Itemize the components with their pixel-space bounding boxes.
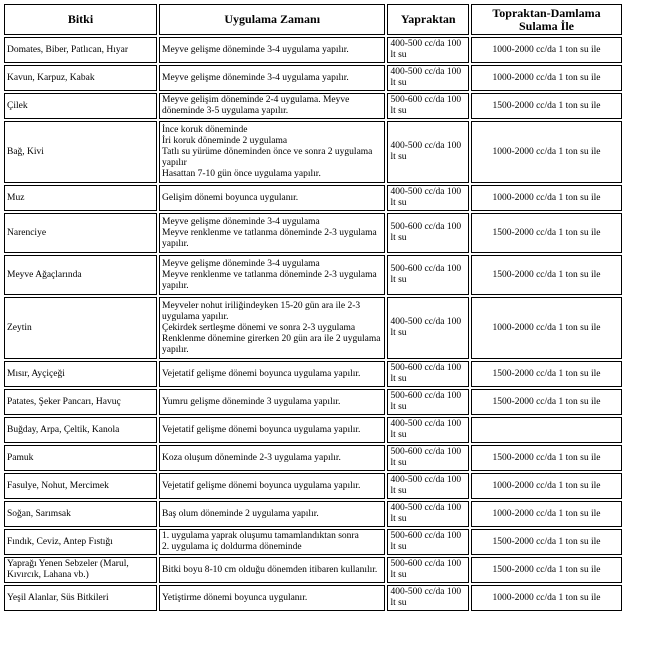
cell-application-time: Meyve gelişme döneminde 3-4 uygulama yapılır. bbox=[159, 37, 385, 63]
cell-application-time: Meyveler nohut iriliğindeyken 15-20 gün ara ile 2-3 uygulama yapılır. Çekirdek sertleşme dönemi ve sonra 2-3 uygulama Renklenme dönemine girerken 20 gün ara ile 2 uygulama yapılır. bbox=[159, 297, 385, 359]
cell-application-time: Bitki boyu 8-10 cm olduğu dönemden itibaren kullanılır. bbox=[159, 557, 385, 583]
cell-foliar: 400-500 cc/da 100 lt su bbox=[387, 297, 469, 359]
cell-foliar: 500-600 cc/da 100 lt su bbox=[387, 255, 469, 295]
cell-application-time: Yetiştirme dönemi boyunca uygulanır. bbox=[159, 585, 385, 611]
cell-application-time: 1. uygulama yaprak oluşumu tamamlandıktan sonra 2. uygulama iç doldurma döneminde bbox=[159, 529, 385, 555]
cell-soil-drip: 1000-2000 cc/da 1 ton su ile bbox=[471, 297, 622, 359]
cell-soil-drip: 1000-2000 cc/da 1 ton su ile bbox=[471, 65, 622, 91]
cell-plant: Zeytin bbox=[4, 297, 157, 359]
cell-plant: Yeşil Alanlar, Süs Bitkileri bbox=[4, 585, 157, 611]
cell-application-time: İnce koruk döneminde İri koruk döneminde 2 uygulama Tatlı su yürüme döneminden önce ve sonra 2 uygulama yapılır Hasattan 7-10 gün önce uygulama yapılır. bbox=[159, 121, 385, 183]
application-table bbox=[2, 2, 624, 613]
table-row bbox=[4, 389, 622, 415]
table-row bbox=[4, 501, 622, 527]
cell-soil-drip: 1000-2000 cc/da 1 ton su ile bbox=[471, 501, 622, 527]
cell-foliar: 400-500 cc/da 100 lt su bbox=[387, 37, 469, 63]
table-row bbox=[4, 185, 622, 211]
cell-soil-drip: 1500-2000 cc/da 1 ton su ile bbox=[471, 445, 622, 471]
cell-application-time: Meyve gelişme döneminde 3-4 uygulama yapılır. bbox=[159, 65, 385, 91]
cell-soil-drip: 1500-2000 cc/da 1 ton su ile bbox=[471, 361, 622, 387]
table-row bbox=[4, 417, 622, 443]
cell-plant: Çilek bbox=[4, 93, 157, 119]
cell-foliar: 400-500 cc/da 100 lt su bbox=[387, 417, 469, 443]
table-row bbox=[4, 93, 622, 119]
cell-soil-drip: 1000-2000 cc/da 1 ton su ile bbox=[471, 585, 622, 611]
cell-foliar: 400-500 cc/da 100 lt su bbox=[387, 585, 469, 611]
cell-soil-drip: 1000-2000 cc/da 1 ton su ile bbox=[471, 121, 622, 183]
table-row bbox=[4, 529, 622, 555]
cell-soil-drip: 1500-2000 cc/da 1 ton su ile bbox=[471, 213, 622, 253]
cell-application-time: Yumru gelişme döneminde 3 uygulama yapılır. bbox=[159, 389, 385, 415]
cell-application-time: Vejetatif gelişme dönemi boyunca uygulama yapılır. bbox=[159, 361, 385, 387]
header-application-time: Uygulama Zamanı bbox=[159, 4, 385, 35]
cell-foliar: 500-600 cc/da 100 lt su bbox=[387, 445, 469, 471]
cell-plant: Pamuk bbox=[4, 445, 157, 471]
table-row bbox=[4, 585, 622, 611]
cell-application-time: Baş olum döneminde 2 uygulama yapılır. bbox=[159, 501, 385, 527]
cell-application-time: Meyve gelişme döneminde 3-4 uygulama Meyve renklenme ve tatlanma döneminde 2-3 uygulama yapılır. bbox=[159, 213, 385, 253]
cell-application-time: Meyve gelişme döneminde 3-4 uygulama Meyve renklenme ve tatlanma döneminde 2-3 uygulama yapılır. bbox=[159, 255, 385, 295]
cell-plant: Meyve Ağaçlarında bbox=[4, 255, 157, 295]
cell-application-time: Meyve gelişim döneminde 2-4 uygulama. Meyve döneminde 3-5 uygulama yapılır. bbox=[159, 93, 385, 119]
cell-plant: Soğan, Sarımsak bbox=[4, 501, 157, 527]
cell-soil-drip: 1500-2000 cc/da 1 ton su ile bbox=[471, 529, 622, 555]
cell-soil-drip: 1500-2000 cc/da 1 ton su ile bbox=[471, 557, 622, 583]
cell-foliar: 400-500 cc/da 100 lt su bbox=[387, 121, 469, 183]
table-row bbox=[4, 557, 622, 583]
cell-application-time: Vejetatif gelişme dönemi boyunca uygulama yapılır. bbox=[159, 417, 385, 443]
cell-foliar: 400-500 cc/da 100 lt su bbox=[387, 65, 469, 91]
cell-plant: Narenciye bbox=[4, 213, 157, 253]
cell-foliar: 400-500 cc/da 100 lt su bbox=[387, 501, 469, 527]
table-body bbox=[4, 37, 622, 611]
cell-plant: Muz bbox=[4, 185, 157, 211]
table-row bbox=[4, 213, 622, 253]
cell-plant: Kavun, Karpuz, Kabak bbox=[4, 65, 157, 91]
header-soil-drip: Topraktan-Damlama Sulama İle bbox=[471, 4, 622, 35]
cell-soil-drip: 1000-2000 cc/da 1 ton su ile bbox=[471, 37, 622, 63]
cell-application-time: Gelişim dönemi boyunca uygulanır. bbox=[159, 185, 385, 211]
cell-soil-drip: 1500-2000 cc/da 1 ton su ile bbox=[471, 255, 622, 295]
table-row bbox=[4, 445, 622, 471]
table-row bbox=[4, 297, 622, 359]
table-row bbox=[4, 361, 622, 387]
cell-plant: Domates, Biber, Patlıcan, Hıyar bbox=[4, 37, 157, 63]
cell-soil-drip: 1500-2000 cc/da 1 ton su ile bbox=[471, 93, 622, 119]
cell-soil-drip: 1000-2000 cc/da 1 ton su ile bbox=[471, 473, 622, 499]
table-row bbox=[4, 37, 622, 63]
cell-foliar: 400-500 cc/da 100 lt su bbox=[387, 473, 469, 499]
cell-plant: Yaprağı Yenen Sebzeler (Marul, Kıvırcık, Lahana vb.) bbox=[4, 557, 157, 583]
cell-foliar: 500-600 cc/da 100 lt su bbox=[387, 93, 469, 119]
header-plant: Bitki bbox=[4, 4, 157, 35]
table-row bbox=[4, 255, 622, 295]
table-header-row bbox=[4, 4, 622, 35]
cell-soil-drip: 1500-2000 cc/da 1 ton su ile bbox=[471, 389, 622, 415]
table-row bbox=[4, 65, 622, 91]
cell-plant: Patates, Şeker Pancarı, Havuç bbox=[4, 389, 157, 415]
cell-plant: Fasulye, Nohut, Mercimek bbox=[4, 473, 157, 499]
cell-application-time: Vejetatif gelişme dönemi boyunca uygulama yapılır. bbox=[159, 473, 385, 499]
cell-foliar: 500-600 cc/da 100 lt su bbox=[387, 361, 469, 387]
cell-soil-drip bbox=[471, 417, 622, 443]
cell-plant: Mısır, Ayçiçeği bbox=[4, 361, 157, 387]
cell-plant: Fındık, Ceviz, Antep Fıstığı bbox=[4, 529, 157, 555]
header-foliar: Yapraktan bbox=[387, 4, 469, 35]
document-page bbox=[2, 2, 624, 613]
cell-application-time: Koza oluşum döneminde 2-3 uygulama yapılır. bbox=[159, 445, 385, 471]
cell-foliar: 500-600 cc/da 100 lt su bbox=[387, 557, 469, 583]
cell-foliar: 500-600 cc/da 100 lt su bbox=[387, 213, 469, 253]
cell-foliar: 500-600 cc/da 100 lt su bbox=[387, 389, 469, 415]
table-row bbox=[4, 121, 622, 183]
cell-foliar: 400-500 cc/da 100 lt su bbox=[387, 185, 469, 211]
cell-plant: Buğday, Arpa, Çeltik, Kanola bbox=[4, 417, 157, 443]
cell-foliar: 500-600 cc/da 100 lt su bbox=[387, 529, 469, 555]
cell-soil-drip: 1000-2000 cc/da 1 ton su ile bbox=[471, 185, 622, 211]
cell-plant: Bağ, Kivi bbox=[4, 121, 157, 183]
table-row bbox=[4, 473, 622, 499]
